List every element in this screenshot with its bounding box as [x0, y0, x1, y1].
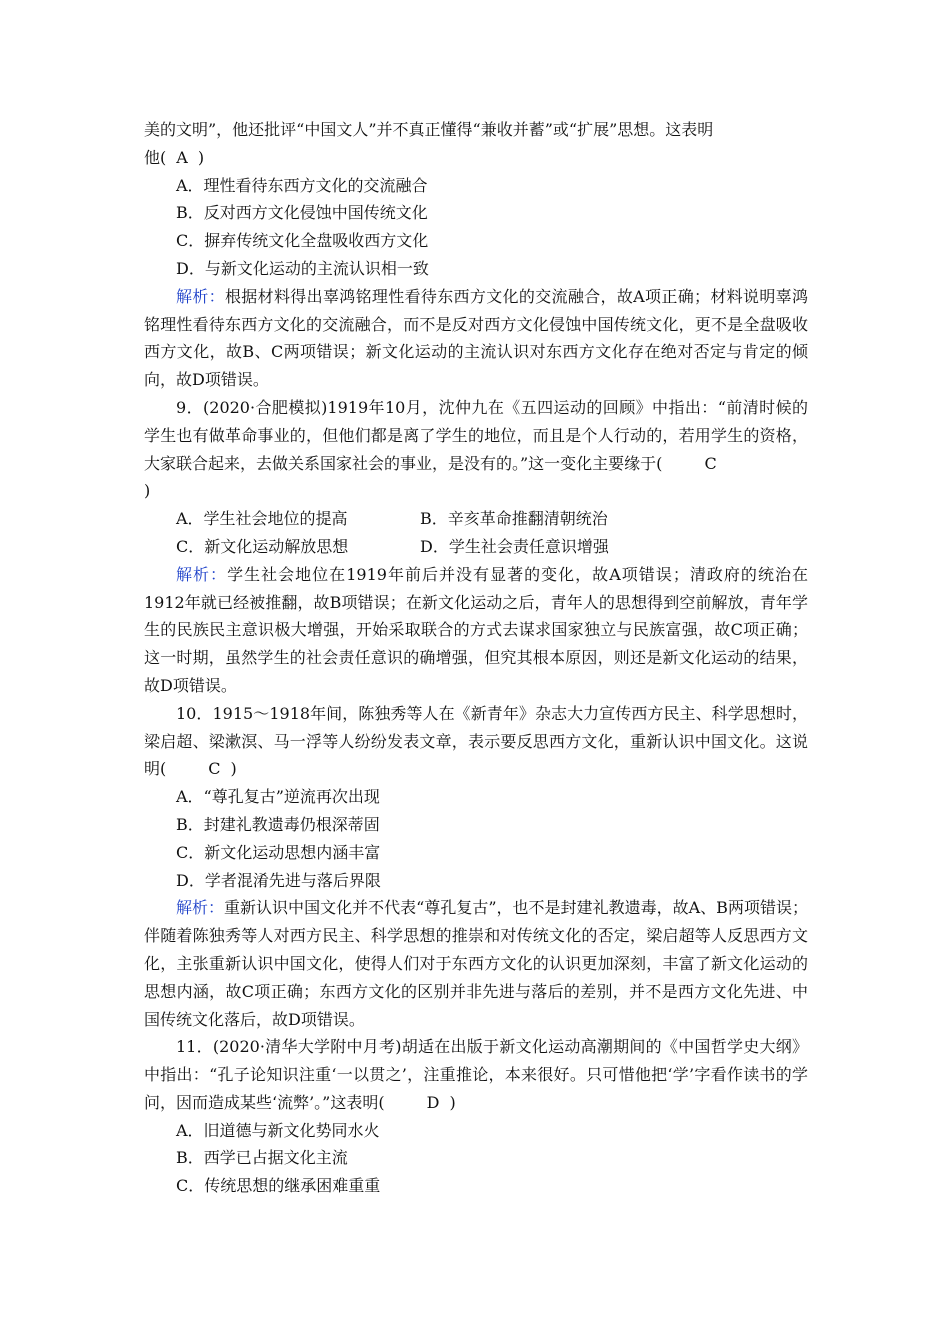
q8-option-c: C．摒弃传统文化全盘吸收西方文化 — [176, 231, 429, 251]
q9-analysis-text: 学生社会地位在1919年前后并没有显著的变化，故A项错误；清政府的统治在1912年就已经被推翻，故B项错误；在新文化运动之后，青年人的思想得到空前解放，青年学生的民族民主意识极大增强，开始采取联合的方式去谋求国家独立与民族富强，故C项正确；这一时期，虽然学生的社会责任意识的确增强，但究其根本原因，则还是新文化运动的结果，故D项错误。 — [144, 564, 808, 695]
q9-analysis — [144, 561, 808, 700]
q10-option-c: C．新文化运动思想内涵丰富 — [176, 842, 381, 862]
q8-stem — [144, 116, 808, 172]
q9-stem — [144, 394, 808, 505]
question-9 — [144, 394, 808, 700]
q8-analysis-text: 根据材料得出辜鸿铭理性看待东西方文化的交流融合，故A项正确；材料说明辜鸿铭理性看待东西方文化的交流融合，而不是反对西方文化侵蚀中国传统文化，更不是全盘吸收西方文化，故B、C两项错误；新文化运动的主流认识对东西方文化存在绝对否定与肯定的倾向，故D项错误。 — [144, 286, 808, 390]
q11-stem — [144, 1033, 808, 1116]
q9-analysis-label: 解析： — [176, 564, 228, 584]
q8-option-a: A．理性看待东西方文化的交流融合 — [176, 175, 428, 195]
q8-option-b: B．反对西方文化侵蚀中国传统文化 — [176, 203, 428, 223]
q10-option-a: A．“尊孔复古”逆流再次出现 — [176, 787, 380, 807]
q11-option-c: C．传统思想的继承困难重重 — [176, 1176, 381, 1196]
question-8 — [144, 116, 808, 394]
q11-paren-close: ) — [449, 1092, 456, 1112]
q10-option-b: B．封建礼教遗毒仍根深蒂固 — [176, 814, 380, 834]
q9-options-row-2 — [144, 533, 808, 561]
q8-stem-end: 他( — [144, 147, 167, 167]
q8-paren-close: ) — [197, 147, 205, 167]
q9-option-a: A．学生社会地位的提高 — [176, 509, 348, 529]
q8-option-d: D．与新文化运动的主流认识相一致 — [176, 258, 429, 278]
q8-analysis — [144, 283, 808, 394]
q8-analysis-label: 解析： — [176, 286, 225, 306]
q11-stem-text: 11．(2020·清华大学附中月考)胡适在出版于新文化运动高潮期间的《中国哲学史大纲》中指出：“孔子论知识注重‘一以贯之’，注重推论，本来很好。只可惜他把‘学’字看作读书的学问，因而造成某些‘流弊’。”这表明( — [144, 1037, 808, 1112]
q10-paren-close: ) — [230, 759, 237, 779]
q9-options-row-1 — [144, 505, 808, 533]
q8-stem-line: 美的文明”，他还批评“中国文人”并不真正懂得“兼收并蓄”或“扩展”思想。这表明 — [144, 120, 714, 139]
q10-stem-text: 10．1915～1918年间，陈独秀等人在《新青年》杂志大力宣传西方民主、科学思想时，梁启超、梁漱溟、马一浮等人纷纷发表文章，表示要反思西方文化，重新认识中国文化。这说明( — [144, 703, 808, 779]
q9-option-b: B．辛亥革命推翻清朝统治 — [420, 509, 608, 529]
q10-analysis-label: 解析： — [176, 898, 225, 918]
q9-option-c: C．新文化运动解放思想 — [176, 536, 349, 556]
q9-answer: C — [704, 453, 717, 473]
question-10 — [144, 700, 808, 1034]
q9-paren-close: ) — [144, 481, 151, 501]
q9-option-d: D．学生社会责任意识增强 — [420, 536, 609, 556]
q10-analysis — [144, 894, 808, 1033]
q10-answer: C — [208, 759, 221, 779]
question-11 — [144, 1033, 808, 1200]
q11-option-a: A．旧道德与新文化势同水火 — [176, 1120, 380, 1140]
q8-answer: A — [176, 147, 188, 167]
q11-option-b: B．西学已占据文化主流 — [176, 1148, 348, 1168]
q10-analysis-text: 重新认识中国文化并不代表“尊孔复古”，也不是封建礼教遗毒，故A、B两项错误；伴随着陈独秀等人对西方民主、科学思想的推崇和对传统文化的否定，梁启超等人反思西方文化，主张重新认识中国文化，使得人们对于东西方文化的认识更加深刻，丰富了新文化运动的思想内涵，故C项正确；东西方文化的区别并非先进与落后的差别，并不是西方文化先进、中国传统文化落后，故D项错误。 — [144, 898, 808, 1029]
q11-answer: D — [426, 1092, 440, 1112]
q9-stem-text: 9．(2020·合肥模拟)1919年10月，沈仲九在《五四运动的回顾》中指出：“前清时候的学生也有做革命事业的，但他们都是离了学生的地位，而且是个人行动的，若用学生的资格，大家联合起来，去做关系国家社会的事业，是没有的。”这一变化主要缘于( — [144, 397, 808, 473]
q10-option-d: D．学者混淆先进与落后界限 — [176, 870, 381, 890]
document-page — [144, 116, 808, 1200]
q10-stem — [144, 700, 808, 783]
